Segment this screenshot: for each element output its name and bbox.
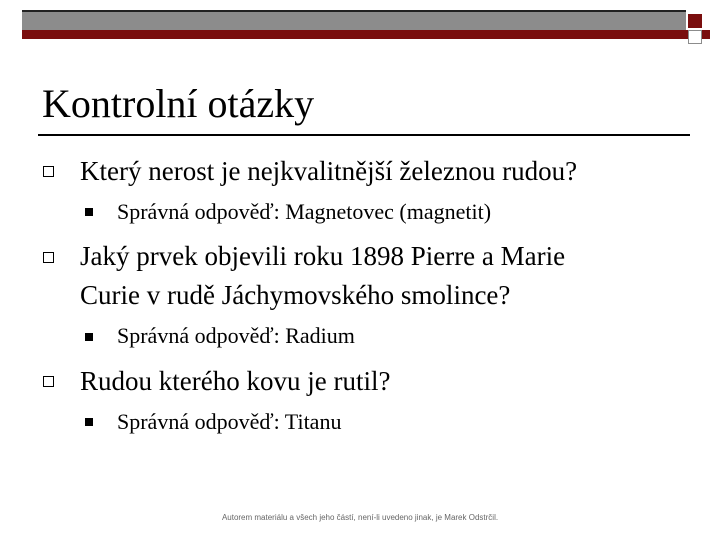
header-bar-gray xyxy=(22,10,686,32)
hollow-square-icon xyxy=(43,376,54,387)
corner-square-red xyxy=(688,14,702,28)
question-3: Rudou kterého kovu je rutil? xyxy=(80,366,391,396)
corner-square-outline xyxy=(688,30,702,44)
answer-1: Správná odpověď: Magnetovec (magnetit) xyxy=(117,199,492,224)
filled-square-icon xyxy=(85,208,93,216)
filled-square-icon xyxy=(85,418,93,426)
title-divider xyxy=(38,134,690,136)
hollow-square-icon xyxy=(43,252,54,263)
hollow-square-icon xyxy=(43,166,54,177)
answer-3: Správná odpověď: Titanu xyxy=(117,409,342,434)
header-bar-red xyxy=(22,30,710,39)
question-2-line-1: Jaký prvek objevili roku 1898 Pierre a Marie xyxy=(80,241,566,271)
slide-title: Kontrolní otázky xyxy=(42,81,315,126)
footer-credit: Autorem materiálu a všech jeho částí, není-li uvedeno jinak, je Marek Odstrčil. xyxy=(221,513,499,522)
question-1: Který nerost je nejkvalitnější železnou rudou? xyxy=(80,156,578,186)
filled-square-icon xyxy=(85,333,93,341)
answer-2: Správná odpověď: Radium xyxy=(117,323,355,348)
question-2-line-2: Curie v rudě Jáchymovského smolince? xyxy=(80,280,511,310)
